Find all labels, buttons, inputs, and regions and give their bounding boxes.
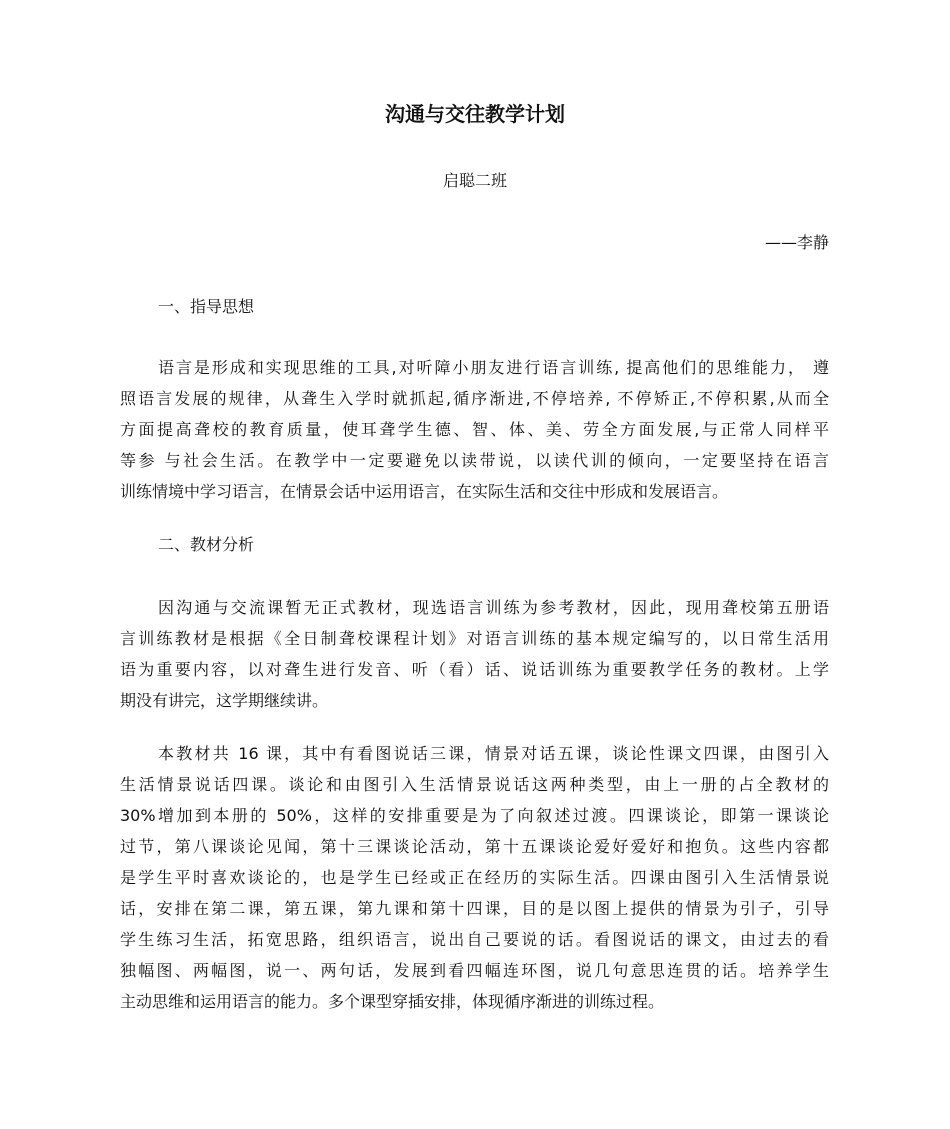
paragraph-material-details xyxy=(120,738,829,1017)
paragraph-line: 过节，第八课谈论见闻，第十三课谈论活动，第十五课谈论爱好爱好和抱负。这些内容都 xyxy=(120,837,829,856)
paragraph-line: 训练情境中学习语言，在情景会话中运用语言，在实际生活和交往中形成和发展语言。 xyxy=(120,482,729,501)
document-author: ——李静 xyxy=(764,233,829,252)
paragraph-line: 生活情景说话四课。谈论和由图引入生活情景说话这两种类型，由上一册的占全教材的 xyxy=(120,775,829,794)
paragraph-line: 30%增加到本册的 50%，这样的安排重要是为了向叙述过渡。四课谈论，即第一课谈论 xyxy=(120,806,829,825)
paragraph-material-intro xyxy=(120,592,829,716)
paragraph-line: 是学生平时喜欢谈论的，也是学生已经或正在经历的实际生活。四课由图引入生活情景说 xyxy=(120,868,829,887)
paragraph-line: 本教材共 16 课，其中有看图说话三课，情景对话五课，谈论性课文四课，由图引入 xyxy=(158,744,829,763)
paragraph-line: 方面提高聋校的教育质量，使耳聋学生德、智、体、美、劳全方面发展,与正常人同样平 xyxy=(120,420,829,439)
paragraph-line: 语言是形成和实现思维的工具,对听障小朋友进行语言训练, 提高他们的思维能力， 遵 xyxy=(158,358,829,377)
paragraph-line: 语为重要内容，以对聋生进行发音、听（看）话、说话训练为重要教学任务的教材。上学 xyxy=(120,660,829,679)
paragraph-line: 话，安排在第二课，第五课，第九课和第十四课，目的是以图上提供的情景为引子，引导 xyxy=(120,899,829,918)
paragraph-line: 独幅图、两幅图，说一、两句话，发展到看四幅连环图，说几句意思连贯的话。培养学生 xyxy=(120,961,829,980)
document-title: 沟通与交往教学计划 xyxy=(385,102,565,126)
paragraph-line: 照语言发展的规律，从聋生入学时就抓起,循序渐进,不停培养, 不停矫正,不停积累,从而全 xyxy=(120,389,829,408)
paragraph-guiding-thought xyxy=(120,352,829,507)
section-heading-guiding-thought: 一、指导思想 xyxy=(158,297,255,316)
paragraph-line: 等参 与社会生活。在教学中一定要避免以读带说，以读代训的倾向，一定要坚持在语言 xyxy=(120,451,829,470)
document-subtitle: 启聪二班 xyxy=(442,171,507,190)
paragraph-line: 期没有讲完，这学期继续讲。 xyxy=(120,691,329,710)
paragraph-line: 因沟通与交流课暂无正式教材，现选语言训练为参考教材，因此，现用聋校第五册语 xyxy=(158,598,829,617)
paragraph-line: 主动思维和运用语言的能力。多个课型穿插安排，体现循序渐进的训练过程。 xyxy=(120,992,665,1011)
section-heading-material-analysis: 二、教材分析 xyxy=(158,535,255,554)
paragraph-line: 学生练习生活，拓宽思路，组织语言，说出自己要说的话。看图说话的课文，由过去的看 xyxy=(120,930,829,949)
paragraph-line: 言训练教材是根据《全日制聋校课程计划》对语言训练的基本规定编写的，以日常生活用 xyxy=(120,629,829,648)
